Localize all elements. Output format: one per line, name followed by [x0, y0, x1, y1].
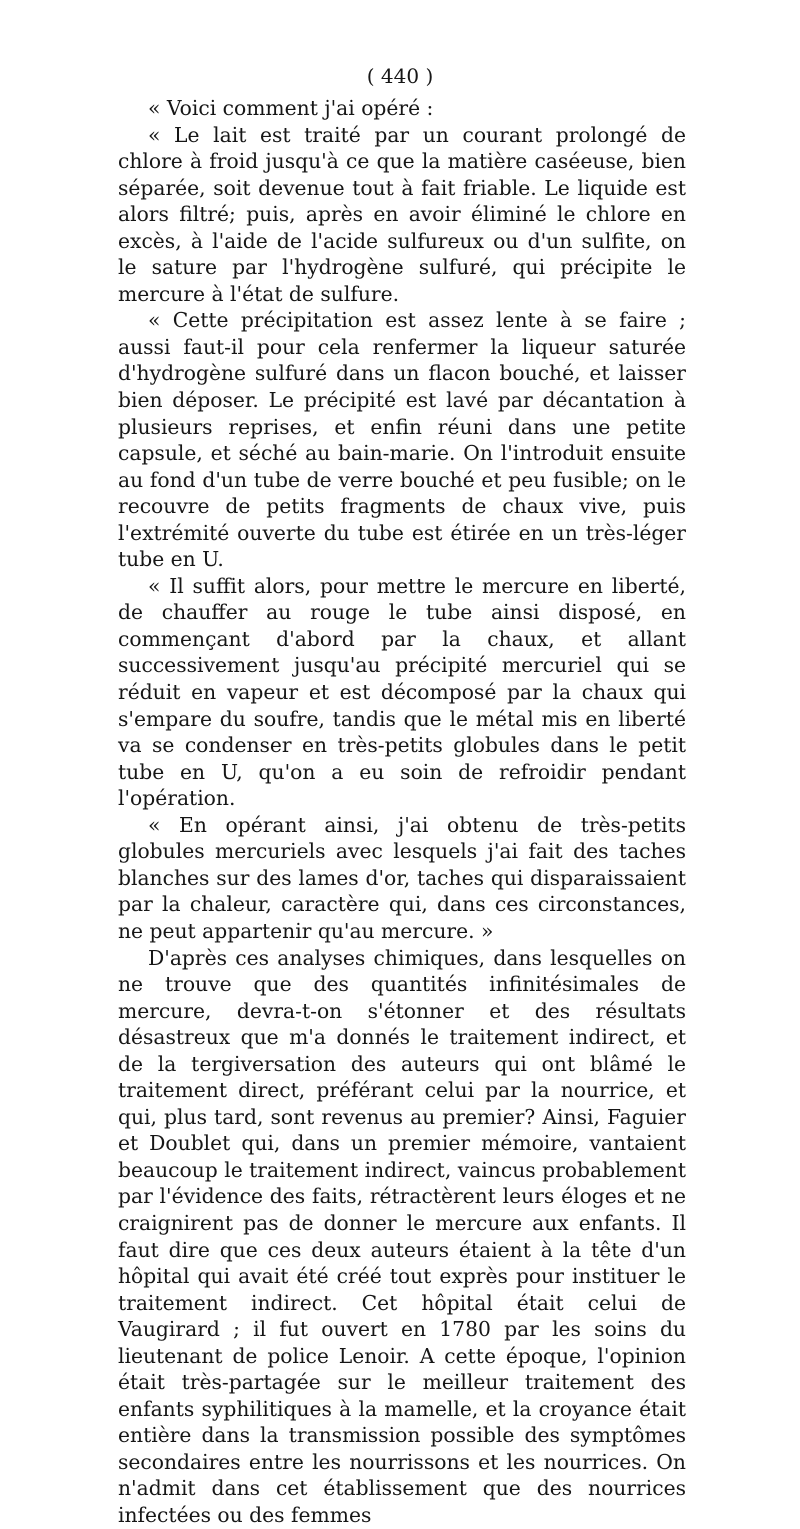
paragraph: D'après ces analyses chimiques, dans lesquelles on ne trouve que des quantités infinitésimales de mercure, devra-t-on s'étonner et des résultats désastreux que m'a donnés le traitement indirect, et de la tergiversation des auteurs qui ont blâmé le traitement direct, préférant celui par la nourrice, et qui, plus tard, sont revenus au premier? Ainsi, Faguier et Doublet qui, dans un premier mémoire, vantaient beaucoup le traitement indirect, vaincus probablement par l'évidence des faits, rétractèrent leurs éloges et ne craignirent pas de donner le mercure aux enfants. Il faut dire que ces deux auteurs étaient à la tête d'un hôpital qui avait été créé tout exprès pour instituer le traitement indirect. Cet hôpital était celui de Vaugirard ; il fut ouvert en 1780 par les soins du lieutenant de police Lenoir. A cette époque, l'opinion était très-partagée sur le meilleur traitement des enfants syphilitiques à la mamelle, et la croyance était entière dans la transmission possible des symptômes secondaires entre les nourrissons et les nourrices. On n'admit dans cet établissement que des nourrices infectées ou des femmes [118, 945, 686, 1527]
page-number: ( 440 ) [366, 64, 434, 88]
paragraph: « Il suffit alors, pour mettre le mercure en liberté, de chauffer au rouge le tube ainsi disposé, en commençant d'abord par la chaux, et allant successivement jusqu'au précipité mercuriel qui se réduit en vapeur et est décomposé par la chaux qui s'empare du soufre, tandis que le métal mis en liberté va se condenser en très-petits globules dans le petit tube en U, qu'on a eu soin de refroidir pendant l'opération. [118, 573, 686, 811]
paragraph: « En opérant ainsi, j'ai obtenu de très-petits globules mercuriels avec lesquels j'ai fait des taches blanches sur des lames d'or, taches qui disparaissaient par la chaleur, caractère qui, dans ces circonstances, ne peut appartenir qu'au mercure. » [118, 812, 686, 943]
body-text [118, 95, 686, 1529]
paragraph: « Voici comment j'ai opéré : [148, 96, 434, 120]
paragraph: « Le lait est traité par un courant prolongé de chlore à froid jusqu'à ce que la matière caséeuse, bien séparée, soit devenue tout à fait friable. Le liquide est alors filtré; puis, après en avoir éliminé le chlore en excès, à l'aide de l'acide sulfureux ou d'un sulfite, on le sature par l'hydrogène sulfuré, qui précipite le mercure à l'état de sulfure. [118, 122, 686, 306]
paragraph: « Cette précipitation est assez lente à se faire ; aussi faut-il pour cela renfermer la liqueur saturée d'hydrogène sulfuré dans un flacon bouché, et laisser bien déposer. Le précipité est lavé par décantation à plusieurs reprises, et enfin réuni dans une petite capsule, et séché au bain-marie. On l'introduit ensuite au fond d'un tube de verre bouché et peu fusible; on le recouvre de petits fragments de chaux vive, puis l'extrémité ouverte du tube est étirée en un très-léger tube en U. [118, 308, 686, 572]
